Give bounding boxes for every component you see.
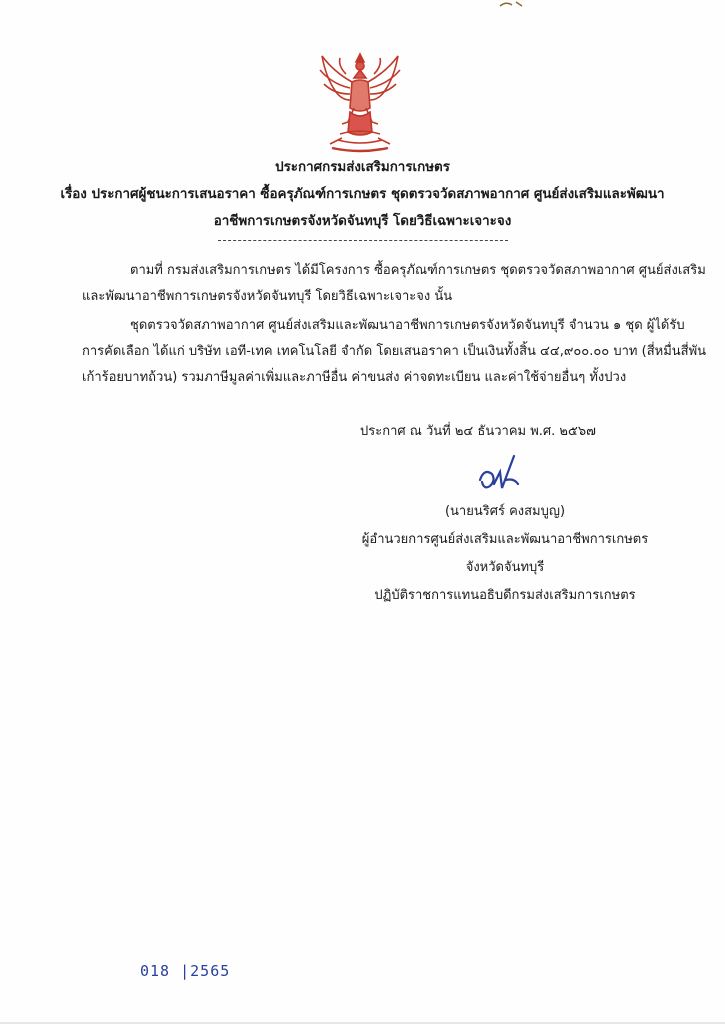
corner-mark (498, 0, 528, 8)
paragraph-background (82, 258, 706, 310)
paragraph-award (82, 313, 707, 391)
paragraph-line: และพัฒนาอาชีพการเกษตรจังหวัดจันทบุรี โดยวิธีเฉพาะเจาะจง นั้น (82, 289, 453, 304)
garuda-emblem-icon (312, 48, 408, 154)
subject-line: เรื่อง ประกาศผู้ชนะการเสนอราคา ซื้อครุภัณฑ์การเกษตร ชุดตรวจวัดสภาพอากาศ ศูนย์ส่งเสริมและพัฒนา (60, 187, 665, 202)
reference-number: 018 |2565 (140, 962, 231, 980)
announcement-date: ประกาศ ณ วันที่ ๒๔ ธันวาคม พ.ศ. ๒๕๖๗ (360, 424, 596, 439)
signatory-name: (นายนริศร์ คงสมบูญ) (444, 504, 566, 519)
paragraph-line: ชุดตรวจวัดสภาพอากาศ ศูนย์ส่งเสริมและพัฒนาอาชีพการเกษตรจังหวัดจันทบุรี จำนวน ๑ ชุด ผู้ได้รับ (130, 318, 685, 333)
heading-block (40, 154, 685, 235)
subject-line-continued: อาชีพการเกษตรจังหวัดจันทบุรี โดยวิธีเฉพาะเจาะจง (213, 214, 512, 229)
signatory-block (330, 498, 680, 610)
agency-title: ประกาศกรมส่งเสริมการเกษตร (275, 160, 450, 175)
separator-rule (218, 240, 508, 241)
signatory-acting-for: ปฏิบัติราชการแทนอธิบดีกรมส่งเสริมการเกษตร (374, 588, 636, 603)
paragraph-line: การคัดเลือก ได้แก่ บริษัท เอที-เทค เทคโนโลยี จำกัด โดยเสนอราคา เป็นเงินทั้งสิ้น ๔๔,๙๐๐.๐๐ บาท (สี่หมื่นสี่พัน (82, 344, 707, 359)
handwritten-signature (470, 450, 530, 495)
paragraph-line: เก้าร้อยบาทถ้วน) รวมภาษีมูลค่าเพิ่มและภาษีอื่น ค่าขนส่ง ค่าจดทะเบียน และค่าใช้จ่ายอื่นๆ ทั้งปวง (82, 370, 627, 385)
signatory-position: ผู้อำนวยการศูนย์ส่งเสริมและพัฒนาอาชีพการเกษตร (361, 532, 649, 547)
paragraph-line: ตามที่ กรมส่งเสริมการเกษตร ได้มีโครงการ ซื้อครุภัณฑ์การเกษตร ชุดตรวจวัดสภาพอากาศ ศูนย์ส่งเสริม (130, 263, 706, 278)
signatory-province: จังหวัดจันทบุรี (465, 560, 545, 575)
